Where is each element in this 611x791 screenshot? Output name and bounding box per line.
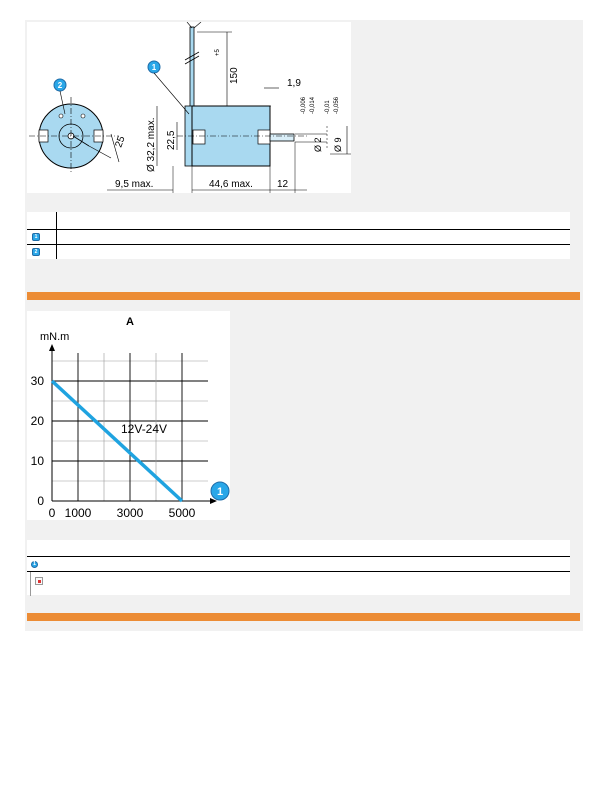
x-tick-label: 0 [48, 506, 56, 520]
x-tick-label: 5000 [168, 506, 196, 520]
y-tick-label: 30 [30, 374, 44, 388]
legend-row-2 [27, 245, 570, 259]
series-annotation: 12V-24V [121, 422, 168, 436]
dim-lead-tol-label: +5 [215, 49, 221, 56]
section-divider-2 [27, 613, 580, 621]
side-view [177, 22, 307, 166]
chart-ticks [31, 374, 196, 520]
dim-25-label: 25 [113, 134, 128, 150]
y-tick-label: 10 [30, 454, 44, 468]
dim-44-6-label: 44,6 max. [209, 179, 253, 190]
front-view [29, 97, 119, 174]
callout-2-label: 2 [57, 81, 63, 90]
legend-badge-1: 1 [32, 233, 40, 241]
dim-22-5-label: 22,5 [166, 130, 177, 150]
chart-ylabel: mN.m [40, 331, 70, 343]
legend2-row-1 [27, 557, 570, 572]
broken-image-icon [35, 577, 43, 585]
chart-title: A [126, 316, 134, 328]
legend2-row-2 [27, 572, 570, 596]
y-tick-label: 20 [30, 414, 44, 428]
torque-chart [27, 311, 230, 520]
dim-shaft-large-tol1: -0,01 [325, 100, 331, 114]
legend-table-2 [27, 540, 570, 595]
dim-12-label: 12 [277, 179, 289, 190]
y-tick-label: 0 [37, 494, 44, 508]
dim-lead-label: 150 [229, 67, 240, 84]
legend2-badge-1: 1 [31, 561, 38, 568]
legend-header-row [27, 212, 570, 230]
drawing-svg [27, 22, 351, 193]
dim-shaft-small-tol1: -0,006 [301, 96, 307, 114]
dim-shaft-large-tol2: -0,056 [334, 96, 340, 114]
dim-shaft-small-label: Ø 2 [313, 137, 323, 152]
chart-svg [27, 311, 230, 520]
chart-callout-label: 1 [216, 486, 224, 498]
section-divider-1 [27, 292, 580, 300]
legend2-header-row [27, 540, 570, 557]
legend-badge-2: 2 [32, 248, 40, 256]
dimension-drawing [27, 22, 351, 193]
dim-diameter-label: Ø 32,2 max. [146, 117, 157, 172]
x-tick-label: 1000 [64, 506, 92, 520]
legend-table-1 [27, 212, 570, 259]
dim-shaft-small-tol2: -0,014 [310, 96, 316, 114]
dim-shaft-large-label: Ø 9 [333, 137, 343, 152]
x-tick-label: 3000 [116, 506, 144, 520]
callout-1-label: 1 [151, 63, 157, 72]
legend-row-1 [27, 230, 570, 245]
y-axis-arrow [49, 344, 55, 351]
dim-9-5-label: 9,5 max. [115, 179, 154, 190]
dim-1-9-label: 1,9 [287, 78, 301, 89]
